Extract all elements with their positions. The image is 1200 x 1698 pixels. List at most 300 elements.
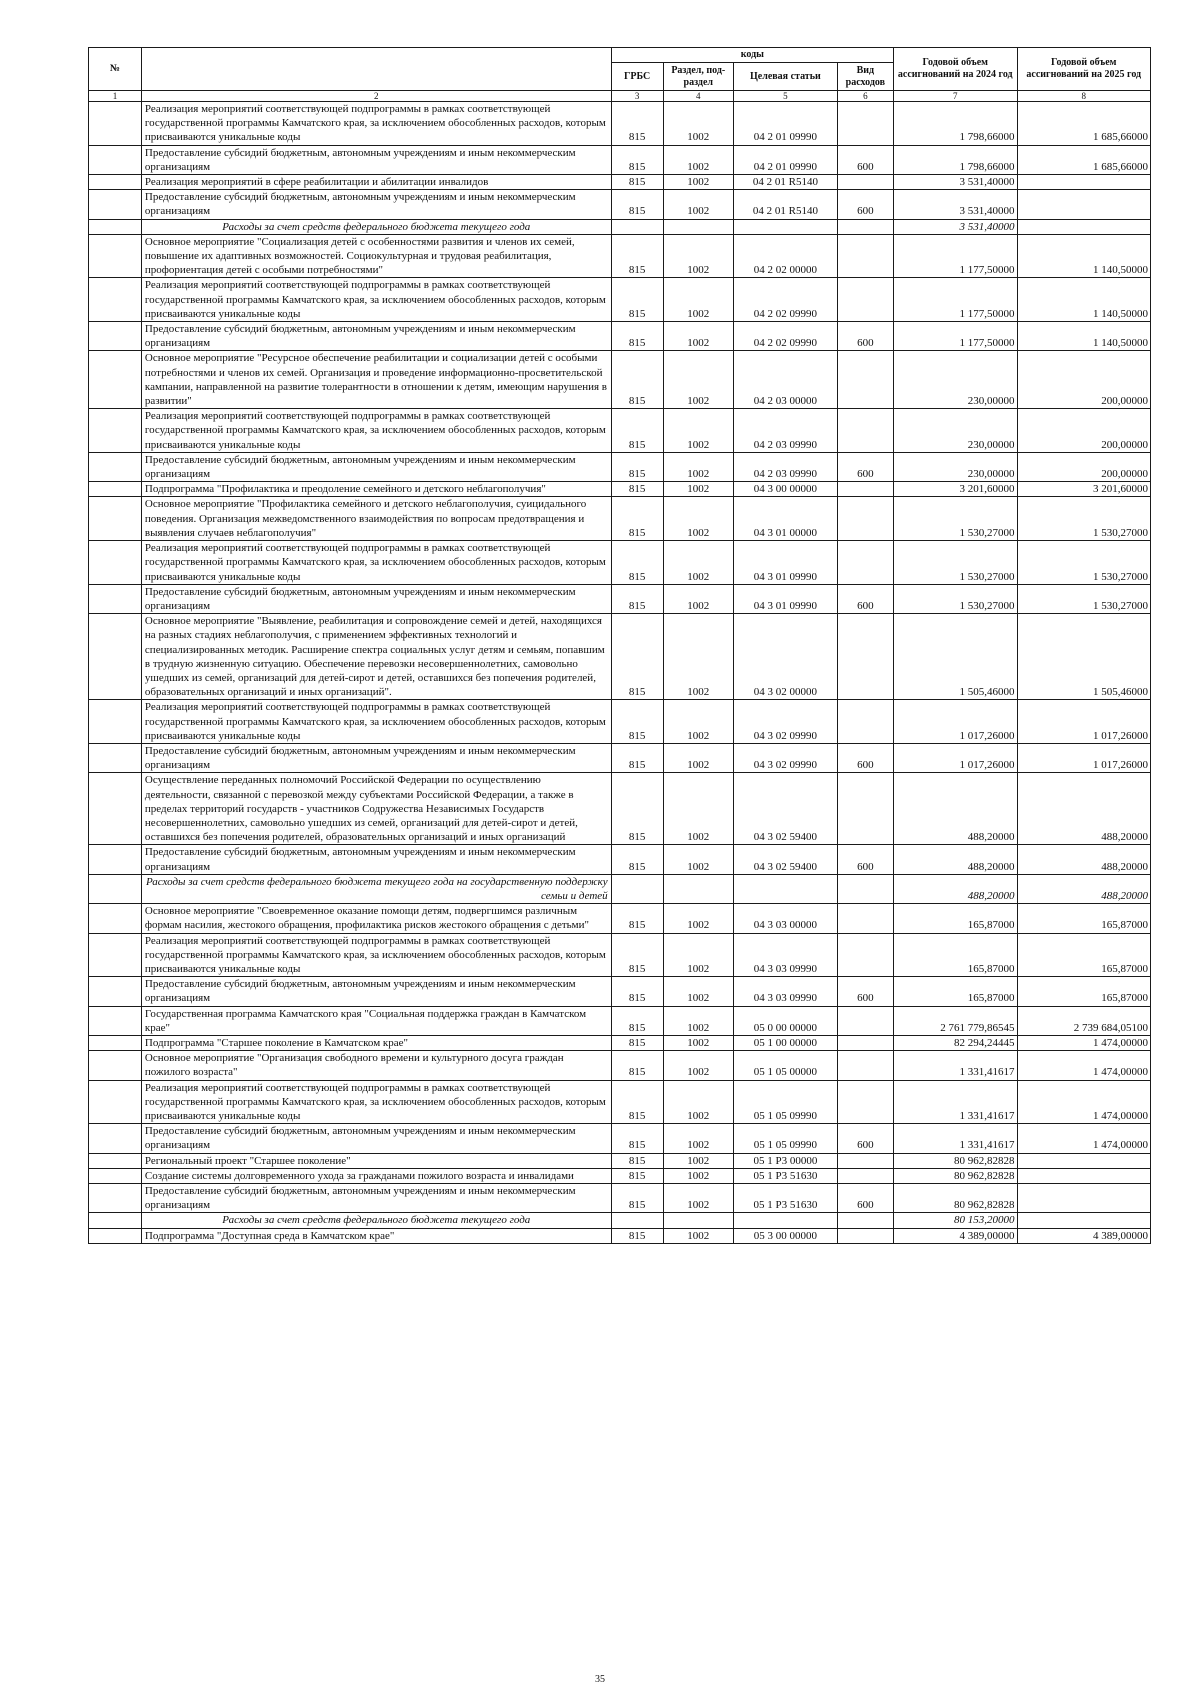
expense-type-cell	[837, 933, 893, 977]
section-cell: 1002	[663, 1006, 734, 1035]
target-cell: 05 0 00 00000	[734, 1006, 838, 1035]
amount-2024-cell: 4 389,00000	[894, 1228, 1018, 1243]
description-cell: Основное мероприятие "Социализация детей с особенностями развития и членов их семей, повышение их адаптивных возможностей. Социокультурная и трудовая реабилитация, профориентация детей с особыми потребностями"	[141, 234, 611, 278]
row-number-cell	[89, 482, 142, 497]
grbs-cell: 815	[611, 933, 663, 977]
grbs-cell: 815	[611, 541, 663, 585]
target-cell: 05 1 P3 00000	[734, 1153, 838, 1168]
row-number-cell	[89, 145, 142, 174]
row-number-cell	[89, 700, 142, 744]
section-cell: 1002	[663, 322, 734, 351]
expense-type-cell	[837, 1153, 893, 1168]
expense-type-cell: 600	[837, 190, 893, 219]
grbs-cell: 815	[611, 1036, 663, 1051]
description-cell: Основное мероприятие "Своевременное оказание помощи детям, подвергшимся различным формам насилия, жестокого обращения, профилактика рисков жестокого обращения с детьми"	[141, 904, 611, 933]
grbs-cell	[611, 219, 663, 234]
table-row	[89, 322, 1151, 351]
expense-type-cell: 600	[837, 845, 893, 874]
column-number: 2	[141, 91, 611, 102]
section-cell: 1002	[663, 145, 734, 174]
amount-2024-cell: 3 531,40000	[894, 219, 1018, 234]
table-row	[89, 102, 1151, 146]
table-row	[89, 584, 1151, 613]
target-cell: 04 3 03 09990	[734, 977, 838, 1006]
section-cell: 1002	[663, 904, 734, 933]
amount-2024-cell: 1 331,41617	[894, 1051, 1018, 1080]
section-cell: 1002	[663, 175, 734, 190]
section-cell: 1002	[663, 773, 734, 845]
expense-type-cell: 600	[837, 584, 893, 613]
expense-type-cell	[837, 497, 893, 541]
target-cell: 04 3 03 00000	[734, 904, 838, 933]
row-number-cell	[89, 1153, 142, 1168]
row-number-cell	[89, 904, 142, 933]
expense-type-cell	[837, 904, 893, 933]
amount-2024-cell: 1 530,27000	[894, 584, 1018, 613]
amount-2024-cell: 80 962,82828	[894, 1184, 1018, 1213]
target-cell	[734, 874, 838, 903]
target-cell: 05 1 05 09990	[734, 1080, 838, 1124]
row-number-cell	[89, 351, 142, 409]
section-cell: 1002	[663, 584, 734, 613]
column-number: 4	[663, 91, 734, 102]
row-number-cell	[89, 743, 142, 772]
table-row	[89, 1080, 1151, 1124]
section-cell: 1002	[663, 452, 734, 481]
target-cell: 04 2 03 09990	[734, 409, 838, 453]
section-cell: 1002	[663, 1036, 734, 1051]
header-section: Раздел, под-раздел	[663, 63, 734, 91]
description-cell: Основное мероприятие "Выявление, реабилитация и сопровождение семей и детей, находящихся на разных стадиях неблагополучия, с применением эффективных технологий и специализированных методик. Расширение спектра социальных услуг детям и семьям, попавшим в трудную жизненную ситуацию. Обеспечение перевозки несовершеннолетних, самовольно ушедших из семей, организаций для детей-сирот и детей, оставшихся без попечения родителей, образовательных организаций и иных организаций".	[141, 614, 611, 700]
amount-2025-cell	[1017, 175, 1151, 190]
row-number-cell	[89, 614, 142, 700]
column-number: 1	[89, 91, 142, 102]
table-row	[89, 1124, 1151, 1153]
amount-2024-cell: 1 530,27000	[894, 541, 1018, 585]
header-codes: коды	[611, 48, 893, 63]
amount-2025-cell: 200,00000	[1017, 409, 1151, 453]
column-number: 5	[734, 91, 838, 102]
grbs-cell: 815	[611, 102, 663, 146]
table-row	[89, 145, 1151, 174]
expense-type-cell	[837, 700, 893, 744]
column-number: 3	[611, 91, 663, 102]
expense-type-cell	[837, 1006, 893, 1035]
description-cell: Подпрограмма "Профилактика и преодоление семейного и детского неблагополучия"	[141, 482, 611, 497]
header-grbs: ГРБС	[611, 63, 663, 91]
table-row	[89, 452, 1151, 481]
grbs-cell: 815	[611, 1184, 663, 1213]
expense-type-cell: 600	[837, 1184, 893, 1213]
expense-type-cell	[837, 1036, 893, 1051]
description-cell: Подпрограмма "Доступная среда в Камчатском крае"	[141, 1228, 611, 1243]
grbs-cell: 815	[611, 278, 663, 322]
amount-2025-cell: 165,87000	[1017, 977, 1151, 1006]
row-number-cell	[89, 1080, 142, 1124]
row-number-cell	[89, 1228, 142, 1243]
grbs-cell: 815	[611, 1080, 663, 1124]
section-cell: 1002	[663, 482, 734, 497]
amount-2024-cell: 1 177,50000	[894, 322, 1018, 351]
section-cell: 1002	[663, 1080, 734, 1124]
table-row	[89, 1213, 1151, 1228]
section-cell: 1002	[663, 1153, 734, 1168]
row-number-cell	[89, 541, 142, 585]
row-number-cell	[89, 977, 142, 1006]
amount-2024-cell: 80 153,20000	[894, 1213, 1018, 1228]
description-cell: Реализация мероприятий в сфере реабилитации и абилитации инвалидов	[141, 175, 611, 190]
grbs-cell: 815	[611, 497, 663, 541]
table-row	[89, 1153, 1151, 1168]
expense-type-cell: 600	[837, 145, 893, 174]
column-number: 8	[1017, 91, 1151, 102]
row-number-cell	[89, 409, 142, 453]
description-cell: Реализация мероприятий соответствующей подпрограммы в рамках соответствующей государственной программы Камчатского края, за исключением обособленных расходов, которым присваиваются уникальные коды	[141, 1080, 611, 1124]
description-cell: Предоставление субсидий бюджетным, автономным учреждениям и иным некоммерческим организациям	[141, 145, 611, 174]
target-cell: 04 2 01 09990	[734, 145, 838, 174]
amount-2024-cell: 230,00000	[894, 409, 1018, 453]
amount-2024-cell: 3 531,40000	[894, 190, 1018, 219]
expense-type-cell: 600	[837, 322, 893, 351]
grbs-cell: 815	[611, 845, 663, 874]
grbs-cell: 815	[611, 584, 663, 613]
amount-2025-cell: 1 530,27000	[1017, 497, 1151, 541]
expense-type-cell: 600	[837, 452, 893, 481]
expense-type-cell	[837, 1228, 893, 1243]
amount-2024-cell: 1 177,50000	[894, 278, 1018, 322]
table-row	[89, 1051, 1151, 1080]
header-description	[141, 48, 611, 91]
amount-2025-cell: 1 505,46000	[1017, 614, 1151, 700]
amount-2025-cell: 1 685,66000	[1017, 102, 1151, 146]
column-number: 7	[894, 91, 1018, 102]
grbs-cell	[611, 874, 663, 903]
amount-2025-cell: 3 201,60000	[1017, 482, 1151, 497]
amount-2024-cell: 1 177,50000	[894, 234, 1018, 278]
description-cell: Реализация мероприятий соответствующей подпрограммы в рамках соответствующей государственной программы Камчатского края, за исключением обособленных расходов, которым присваиваются уникальные коды	[141, 700, 611, 744]
row-number-cell	[89, 278, 142, 322]
amount-2024-cell: 80 962,82828	[894, 1153, 1018, 1168]
header-expense-type: Вид расходов	[837, 63, 893, 91]
description-cell: Создание системы долговременного ухода за гражданами пожилого возраста и инвалидами	[141, 1168, 611, 1183]
table-row	[89, 904, 1151, 933]
amount-2025-cell: 1 685,66000	[1017, 145, 1151, 174]
row-number-cell	[89, 845, 142, 874]
grbs-cell: 815	[611, 322, 663, 351]
amount-2024-cell: 1 798,66000	[894, 102, 1018, 146]
row-number-cell	[89, 1036, 142, 1051]
expense-type-cell	[837, 351, 893, 409]
expense-type-cell	[837, 614, 893, 700]
description-cell: Реализация мероприятий соответствующей подпрограммы в рамках соответствующей государственной программы Камчатского края, за исключением обособленных расходов, которым присваиваются уникальные коды	[141, 278, 611, 322]
amount-2024-cell: 2 761 779,86545	[894, 1006, 1018, 1035]
target-cell: 04 3 02 59400	[734, 845, 838, 874]
section-cell	[663, 874, 734, 903]
table-row	[89, 482, 1151, 497]
amount-2025-cell	[1017, 1184, 1151, 1213]
target-cell: 05 3 00 00000	[734, 1228, 838, 1243]
table-row	[89, 1036, 1151, 1051]
section-cell: 1002	[663, 1228, 734, 1243]
row-number-cell	[89, 190, 142, 219]
amount-2024-cell: 488,20000	[894, 773, 1018, 845]
description-cell: Государственная программа Камчатского края "Социальная поддержка граждан в Камчатском крае"	[141, 1006, 611, 1035]
target-cell: 04 2 02 09990	[734, 278, 838, 322]
amount-2025-cell: 1 140,50000	[1017, 278, 1151, 322]
amount-2025-cell: 488,20000	[1017, 845, 1151, 874]
target-cell	[734, 219, 838, 234]
amount-2024-cell: 165,87000	[894, 977, 1018, 1006]
table-row	[89, 700, 1151, 744]
expense-type-cell	[837, 278, 893, 322]
table-row	[89, 1228, 1151, 1243]
row-number-cell	[89, 584, 142, 613]
description-cell: Предоставление субсидий бюджетным, автономным учреждениям и иным некоммерческим организациям	[141, 452, 611, 481]
table-row	[89, 977, 1151, 1006]
section-cell: 1002	[663, 1168, 734, 1183]
amount-2024-cell: 80 962,82828	[894, 1168, 1018, 1183]
amount-2025-cell: 165,87000	[1017, 904, 1151, 933]
expense-type-cell	[837, 234, 893, 278]
grbs-cell: 815	[611, 773, 663, 845]
target-cell: 04 2 01 R5140	[734, 175, 838, 190]
grbs-cell: 815	[611, 1124, 663, 1153]
table-row	[89, 541, 1151, 585]
amount-2025-cell: 1 474,00000	[1017, 1124, 1151, 1153]
grbs-cell: 815	[611, 234, 663, 278]
row-number-cell	[89, 1168, 142, 1183]
target-cell: 04 3 02 09990	[734, 700, 838, 744]
section-cell: 1002	[663, 743, 734, 772]
section-cell: 1002	[663, 845, 734, 874]
grbs-cell: 815	[611, 351, 663, 409]
expense-type-cell	[837, 773, 893, 845]
table-row	[89, 773, 1151, 845]
expense-type-cell: 600	[837, 1124, 893, 1153]
expense-type-cell	[837, 1051, 893, 1080]
row-number-cell	[89, 1184, 142, 1213]
row-number-cell	[89, 452, 142, 481]
amount-2025-cell: 2 739 684,05100	[1017, 1006, 1151, 1035]
grbs-cell: 815	[611, 1153, 663, 1168]
section-cell: 1002	[663, 234, 734, 278]
amount-2025-cell: 1 474,00000	[1017, 1036, 1151, 1051]
amount-2025-cell	[1017, 219, 1151, 234]
target-cell: 04 3 02 59400	[734, 773, 838, 845]
expense-type-cell: 600	[837, 743, 893, 772]
amount-2025-cell: 488,20000	[1017, 773, 1151, 845]
amount-2024-cell: 3 201,60000	[894, 482, 1018, 497]
header-row-top	[89, 48, 1151, 63]
table-row	[89, 1184, 1151, 1213]
target-cell: 04 2 01 R5140	[734, 190, 838, 219]
target-cell: 04 2 02 09990	[734, 322, 838, 351]
description-cell: Расходы за счет средств федерального бюджета текущего года	[141, 1213, 611, 1228]
grbs-cell: 815	[611, 700, 663, 744]
amount-2025-cell: 1 474,00000	[1017, 1051, 1151, 1080]
description-cell: Региональный проект "Старшее поколение"	[141, 1153, 611, 1168]
expense-type-cell	[837, 409, 893, 453]
target-cell: 04 2 02 00000	[734, 234, 838, 278]
amount-2025-cell: 1 017,26000	[1017, 700, 1151, 744]
section-cell: 1002	[663, 497, 734, 541]
section-cell: 1002	[663, 409, 734, 453]
row-number-cell	[89, 933, 142, 977]
amount-2024-cell: 165,87000	[894, 933, 1018, 977]
amount-2024-cell: 3 531,40000	[894, 175, 1018, 190]
section-cell: 1002	[663, 1124, 734, 1153]
grbs-cell: 815	[611, 409, 663, 453]
grbs-cell: 815	[611, 190, 663, 219]
target-cell: 04 3 01 09990	[734, 584, 838, 613]
row-number-cell	[89, 234, 142, 278]
amount-2025-cell: 488,20000	[1017, 874, 1151, 903]
table-row	[89, 1006, 1151, 1035]
expense-type-cell: 600	[837, 977, 893, 1006]
section-cell: 1002	[663, 977, 734, 1006]
grbs-cell	[611, 1213, 663, 1228]
table-row	[89, 1168, 1151, 1183]
expense-type-cell	[837, 175, 893, 190]
amount-2024-cell: 230,00000	[894, 452, 1018, 481]
target-cell: 04 2 03 09990	[734, 452, 838, 481]
amount-2024-cell: 1 331,41617	[894, 1080, 1018, 1124]
description-cell: Предоставление субсидий бюджетным, автономным учреждениям и иным некоммерческим организациям	[141, 1184, 611, 1213]
amount-2025-cell: 1 017,26000	[1017, 743, 1151, 772]
description-cell: Предоставление субсидий бюджетным, автономным учреждениям и иным некоммерческим организациям	[141, 743, 611, 772]
column-numbers-row	[89, 91, 1151, 102]
grbs-cell: 815	[611, 1168, 663, 1183]
table-row	[89, 278, 1151, 322]
expense-type-cell	[837, 102, 893, 146]
amount-2025-cell: 4 389,00000	[1017, 1228, 1151, 1243]
grbs-cell: 815	[611, 145, 663, 174]
table-row	[89, 614, 1151, 700]
amount-2025-cell	[1017, 1168, 1151, 1183]
amount-2024-cell: 1 798,66000	[894, 145, 1018, 174]
row-number-cell	[89, 773, 142, 845]
target-cell: 04 3 00 00000	[734, 482, 838, 497]
section-cell: 1002	[663, 541, 734, 585]
description-cell: Предоставление субсидий бюджетным, автономным учреждениям и иным некоммерческим организациям	[141, 845, 611, 874]
table-row	[89, 743, 1151, 772]
row-number-cell	[89, 1213, 142, 1228]
section-cell: 1002	[663, 700, 734, 744]
row-number-cell	[89, 175, 142, 190]
amount-2024-cell: 1 505,46000	[894, 614, 1018, 700]
expense-type-cell	[837, 1080, 893, 1124]
amount-2025-cell: 200,00000	[1017, 351, 1151, 409]
target-cell: 04 3 01 00000	[734, 497, 838, 541]
description-cell: Реализация мероприятий соответствующей подпрограммы в рамках соответствующей государственной программы Камчатского края, за исключением обособленных расходов, которым присваиваются уникальные коды	[141, 409, 611, 453]
row-number-cell	[89, 1124, 142, 1153]
amount-2025-cell: 165,87000	[1017, 933, 1151, 977]
amount-2025-cell	[1017, 1213, 1151, 1228]
amount-2024-cell: 1 017,26000	[894, 743, 1018, 772]
target-cell: 05 1 05 00000	[734, 1051, 838, 1080]
header-target: Целевая статьи	[734, 63, 838, 91]
target-cell: 05 1 P3 51630	[734, 1168, 838, 1183]
description-cell: Основное мероприятие "Ресурсное обеспечение реабилитации и социализации детей с особыми потребностями и членов их семей. Организация и проведение информационно-просветительской кампании, направленной на развитие толерантности в отношении к детям, имеющим нарушения в развитии"	[141, 351, 611, 409]
description-cell: Основное мероприятие "Профилактика семейного и детского неблагополучия, суицидального поведения. Организация межведомственного взаимодействия по вопросам предотвращения и выявления случаев неблагополучия"	[141, 497, 611, 541]
amount-2025-cell: 200,00000	[1017, 452, 1151, 481]
row-number-cell	[89, 219, 142, 234]
section-cell	[663, 219, 734, 234]
table-row	[89, 845, 1151, 874]
target-cell: 04 3 01 09990	[734, 541, 838, 585]
description-cell: Расходы за счет средств федерального бюджета текущего года на государственную поддержку семьи и детей	[141, 874, 611, 903]
description-cell: Основное мероприятие "Организация свободного времени и культурного досуга граждан пожилого возраста"	[141, 1051, 611, 1080]
table-row	[89, 190, 1151, 219]
page-number: 35	[595, 1674, 605, 1685]
expense-type-cell	[837, 219, 893, 234]
description-cell: Предоставление субсидий бюджетным, автономным учреждениям и иным некоммерческим организациям	[141, 322, 611, 351]
description-cell: Осуществление переданных полномочий Российской Федерации по осуществлению деятельности, связанной с перевозкой между субъектами Российской Федерации, а также в пределах территорий государств - участников Содружества Независимых Государств несовершеннолетних, самовольно ушедших из семей, организаций для детей-сирот и детей, оставшихся без попечения родителей, образовательных организаций и иных организаций	[141, 773, 611, 845]
target-cell	[734, 1213, 838, 1228]
row-number-cell	[89, 322, 142, 351]
description-cell: Реализация мероприятий соответствующей подпрограммы в рамках соответствующей государственной программы Камчатского края, за исключением обособленных расходов, которым присваиваются уникальные коды	[141, 541, 611, 585]
expense-type-cell	[837, 1168, 893, 1183]
description-cell: Расходы за счет средств федерального бюджета текущего года	[141, 219, 611, 234]
table-row	[89, 933, 1151, 977]
section-cell	[663, 1213, 734, 1228]
description-cell: Предоставление субсидий бюджетным, автономным учреждениям и иным некоммерческим организациям	[141, 190, 611, 219]
amount-2025-cell: 1 530,27000	[1017, 541, 1151, 585]
table-row	[89, 219, 1151, 234]
grbs-cell: 815	[611, 175, 663, 190]
amount-2024-cell: 1 331,41617	[894, 1124, 1018, 1153]
target-cell: 04 3 03 09990	[734, 933, 838, 977]
header-number: №	[89, 48, 142, 91]
table-row	[89, 409, 1151, 453]
description-cell: Предоставление субсидий бюджетным, автономным учреждениям и иным некоммерческим организациям	[141, 584, 611, 613]
expense-type-cell	[837, 541, 893, 585]
amount-2024-cell: 230,00000	[894, 351, 1018, 409]
expense-type-cell	[837, 1213, 893, 1228]
row-number-cell	[89, 874, 142, 903]
header-amount-2024: Годовой объем ассигнований на 2024 год	[894, 48, 1018, 91]
amount-2025-cell: 1 474,00000	[1017, 1080, 1151, 1124]
budget-document	[88, 47, 1151, 1244]
row-number-cell	[89, 1006, 142, 1035]
table-row	[89, 175, 1151, 190]
grbs-cell: 815	[611, 482, 663, 497]
grbs-cell: 815	[611, 904, 663, 933]
amount-2024-cell: 1 530,27000	[894, 497, 1018, 541]
column-number: 6	[837, 91, 893, 102]
target-cell: 04 3 02 09990	[734, 743, 838, 772]
amount-2024-cell: 488,20000	[894, 874, 1018, 903]
target-cell: 05 1 05 09990	[734, 1124, 838, 1153]
grbs-cell: 815	[611, 1051, 663, 1080]
header-amount-2025: Годовой объем ассигнований на 2025 год	[1017, 48, 1151, 91]
section-cell: 1002	[663, 1184, 734, 1213]
description-cell: Реализация мероприятий соответствующей подпрограммы в рамках соответствующей государственной программы Камчатского края, за исключением обособленных расходов, которым присваиваются уникальные коды	[141, 933, 611, 977]
section-cell: 1002	[663, 351, 734, 409]
section-cell: 1002	[663, 614, 734, 700]
section-cell: 1002	[663, 102, 734, 146]
amount-2025-cell: 1 140,50000	[1017, 322, 1151, 351]
grbs-cell: 815	[611, 977, 663, 1006]
row-number-cell	[89, 1051, 142, 1080]
grbs-cell: 815	[611, 743, 663, 772]
amount-2024-cell: 82 294,24445	[894, 1036, 1018, 1051]
description-cell: Предоставление субсидий бюджетным, автономным учреждениям и иным некоммерческим организациям	[141, 1124, 611, 1153]
amount-2025-cell	[1017, 190, 1151, 219]
target-cell: 04 2 03 00000	[734, 351, 838, 409]
amount-2024-cell: 165,87000	[894, 904, 1018, 933]
target-cell: 05 1 00 00000	[734, 1036, 838, 1051]
